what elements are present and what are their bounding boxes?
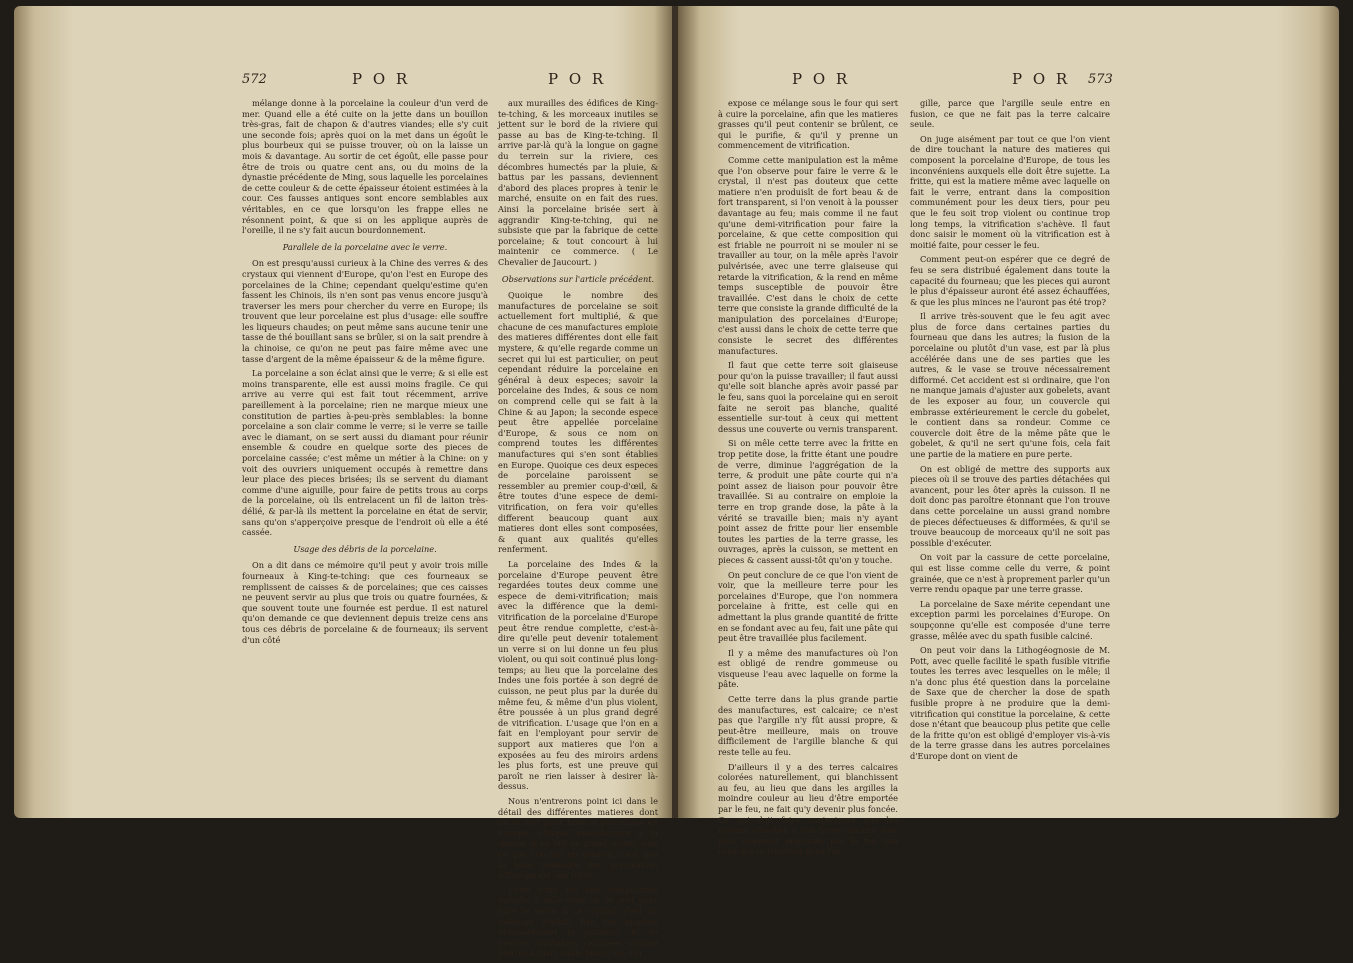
left-page-column-1 <box>242 98 488 649</box>
paragraph: La porcelaine des Indes & la porcelaine d'Europe peuvent être regardées toutes deux comme une espece de demi-vitrification; mais avec la différence que la demi-vitrification de la porcelaine d'Europe peut être rendue complette, c'est-à-dire qu'elle peut devenir totalement un verre si on lui donne un feu plus violent, ou qui soit continué plus long-temps; au lieu que la porcelaine des Indes une fois portée à son degré de cuisson, ne peut plus par la durée du même feu, & même d'un plus violent, être poussée à un plus grand degré de vitrification. L'usage que l'on en a fait en l'employant pour servir de support aux matieres que l'on a exposées au feu des miroirs ardens les plus forts, est une preuve qui paroît ne rien laisser à desirer là-dessus. <box>498 558 658 792</box>
paragraph: aux murailles des édifices de King-te-tching, & les morceaux inutiles se jettent sur le bord de la riviere qui passe au bas de King-te-tching. Il arrive par-là qu'à la longue on gagne du terrein sur la riviere, ces décombres humectés par la pluie, & battus par les passans, deviennent d'abord des places propres à tenir le marché, ensuite on en fait des rues. Ainsi la porcelaine brisée sert à aggrandir King-te-tching, qui ne subsiste que par la fabrique de cette porcelaine; & tout concourt à lui maintenir ce commerce. ( Le Chevalier de Jaucourt. ) <box>498 98 658 267</box>
paragraph: On juge aisément par tout ce que l'on vient de dire touchant la nature des matieres qui composent la porcelaine d'Europe, de tous les inconvéniens auxquels elle doit être sujette. La fritte, qui est la matiere même avec laquelle on fait le verre, entrant dans la composition communément pour les deux tiers, pour peu que le feu soit trop violent ou continue trop long temps, la vitrification s'achève. Il faut donc saisir le moment où la vitrification est à moitié faite, pour cesser le feu. <box>910 133 1110 250</box>
section-heading: Usage des débris de la porcelaine. <box>293 543 437 554</box>
paragraph: On a dit dans ce mémoire qu'il peut y avoir trois mille fourneaux à King-te-tching: que ces fourneaux se remplissent de caisses & de porcelaines; que ces caisses ne peuvent servir au plus que trois ou quatre fournées, & que souvent toute une fournée est perdue. Il est naturel qu'on demande ce que deviennent depuis treize cens ans tous ces débris de porcelaine & de fourneaux; ils servent d'un côté <box>242 560 488 645</box>
right-page <box>678 6 1339 857</box>
paragraph: Cette fritte est une composition pareille à celle dont on se sert pour faire le verre & le crystal: c'est un mélange d'alkali fixe (on emploie ordinairement la potasse), & de pierres vitrifiables calcinées comme pierres à fusil, sable blanc, &c. On <box>498 884 658 959</box>
left-page-column-2 <box>498 98 658 963</box>
paragraph: On voit par la cassure de cette porcelaine, qui est lisse comme celle du verre, & point grainée, que ce n'est à proprement parler qu'un verre rendu opaque par une terre grasse. <box>910 552 1110 595</box>
paragraph: Si on mêle cette terre avec la fritte en trop petite dose, la fritte étant une poudre de verre, diminue l'aggrégation de la terre, & produit une pâte courte qui n'a point assez de liaison pour pouvoir être travaillée. Si au contraire on emploie la terre en trop grande dose, la pâte à la vérité se travaille bien; mais n'y ayant point assez de fritte pour lier ensemble toutes les parties de la terre grasse, les ouvrages, après la cuisson, se mettent en pieces & cassent aussi-tôt qu'on y touche. <box>718 438 898 565</box>
paragraph: Nous n'entrerons point ici dans le détail des différentes matieres dont on se sert pour faire la porcelaine en Europe; chaque manufacture a la sienne, & en fait un grand secret; tout ce que l'on fait en général, c'est que la base ordinaire des porcelaines d'Europe est une fritte. <box>498 796 658 881</box>
book-spread <box>14 6 1339 959</box>
paragraph: On est presqu'aussi curieux à la Chine des verres & des crystaux qui viennent d'Europe, qu'on l'est en Europe des porcelaines de la Chine; cependant quelqu'estime qu'en fassent les Chinois, ils n'en sont pas venus encore jusqu'à traverser les mers pour chercher du verre en Europe; ils trouvent que leur porcelaine est plus d'usage: elle souffre les liqueurs chaudes; on peut même sans aucune tenir une tasse de thé bouillant sans se brûler, si on la sait prendre à la chinoise, ce qu'on ne peut pas faire même avec une tasse d'argent de la même épaisseur & de la même figure. <box>242 258 488 364</box>
paragraph: Quoique le nombre des manufactures de porcelaine se soit actuellement fort multiplié, & que chacune de ces manufactures emploie des matieres différentes dont elle fait mystere, & qu'elle regarde comme un secret qui lui est particulier, on peut cependant réduire la porcelaine en général à deux especes; savoir la porcelaine des Indes, & sous ce nom on comprend celle qui se fait à la Chine & au Japon; la seconde espece peut être appellée porcelaine d'Europe, & sous ce nom on comprend toutes les différentes manufactures qui s'en sont établies en Europe. Quoique ces deux especes de porcelaine paroissent se ressembler au premier coup-d'œil, & être toutes d'une espece de demi-vitrification, on fera voir qu'elles different beaucoup quant aux matieres dont elles sont composées, & quant aux qualités qu'elles renferment. <box>498 290 658 555</box>
paragraph: mélange donne à la porcelaine la couleur d'un verd de mer. Quand elle a été cuite on la jette dans un bouillon très-gras, fait de chapon & d'autres viandes; elle s'y cuit une seconde fois; après quoi on la met dans un égoût le plus bourbeux qui se puisse trouver, où on la laisse un mois & davantage. Au sortir de cet égoût, elle passe pour être de trois ou quatre cent ans, ou du moins de la dynastie précédente de Ming, sous laquelle les porcelaines de cette couleur & de cette épaisseur étoient estimées à la cour. Ces fausses antiques sont encore semblables aux véritables, en ce que lorsqu'on les frappe elles ne résonnent point, & que si on les applique auprès de l'oreille, il ne s'y fait aucun bourdonnement. <box>242 98 488 236</box>
paragraph: expose ce mélange sous le four qui sert à cuire la porcelaine, afin que les matieres grasses qu'il peut contenir se brûlent, ce qui le purifie, & qu'il y prenne un commencement de vitrification. <box>718 98 898 151</box>
section-heading: Parallele de la porcelaine avec le verre. <box>282 241 448 252</box>
paragraph: Il y a même des manufactures où l'on est obligé de rendre gommeuse ou visqueuse l'eau avec laquelle on forme la pâte. <box>718 647 898 690</box>
paragraph: La porcelaine de Saxe mérite cependant une exception parmi les porcelaines d'Europe. On soupçonne qu'elle est composée d'une terre grasse, mêlée avec du spath fusible calciné. <box>910 598 1110 641</box>
paragraph: Comme cette manipulation est la même que l'on observe pour faire le verre & le crystal, il n'est pas douteux que cette matiere n'en produisît de fort beau & de fort transparent, si l'on venoit à la pousser davantage au feu; mais comme il ne faut qu'une demi-vitrification pour faire la porcelaine, & que cette composition qui est friable ne pourroit ni se mouler ni se travailler au tour, on la mêle après l'avoir pulvérisée, avec une terre glaiseuse qui retarde la vitrification, & la rend en même temps susceptible de pouvoir être travaillée. C'est dans le choix de cette terre que consiste la grande difficulté de la manipulation des porcelaines d'Europe; c'est aussi dans le choix de cette terre que consiste le secret des différentes manufactures. <box>718 154 898 356</box>
paragraph: Il arrive très-souvent que le feu agit avec plus de force dans certaines parties du fourneau que dans les autres; la fusion de la porcelaine ou plutôt d'un vase, est par là plus accélérée dans une de ses parties que les autres, & le vase se trouve nécessairement difformé. Cet accident est si ordinaire, que l'on ne manque jamais d'ajuster aux gobelets, avant de les exposer au four, un couvercle qui embrasse extérieurement le cercle du gobelet, le contient dans sa rondeur. Comme ce couvercle doit être de la même pâte que le gobelet, & qu'il ne sert qu'une fois, cela fait une partie de la matiere en pure perte. <box>910 311 1110 459</box>
paragraph: On peut voir dans la Lithogéognosie de M. Pott, avec quelle facilité le spath fusible vitrifie toutes les terres avec lesquelles on le mêle; il n'a donc plus été question dans la porcelaine de Saxe que de chercher la dose de spath fusible propre à ne produire que la demi-vitrification qui constitue la porcelaine, & cette dose n'étant que beaucoup plus petite que celle de la fritte qu'on est obligé d'employer vis-à-vis de la terre grasse dans les autres porcelaines d'Europe dont on vient de <box>910 645 1110 762</box>
paragraph: La porcelaine a son éclat ainsi que le verre; & si elle est moins transparente, elle est aussi moins fragile. Ce qui arrive au verre qui est fait tout récemment, arrive pareillement à la porcelaine; rien ne marque mieux une constitution de parties à-peu-près semblables: la bonne porcelaine a son clair comme le verre; si le verre se taille avec le diamant, on se sert aussi du diamant pour réunir ensemble & coudre en quelque sorte des pieces de porcelaine cassée; c'est même un métier à la Chine: on y voit des ouvriers uniquement occupés à remettre dans leur place des pieces brisées; ils se servent du diamant comme d'une aiguille, pour faire de petits trous au corps de la porcelaine, où ils entrelacent un fil de laiton très-délié, & par-là ils mettent la porcelaine en état de servir, sans qu'on s'apperçoive presque de l'endroit où elle a été cassée. <box>242 368 488 538</box>
page-number-left: 572 <box>242 72 267 87</box>
paragraph: On peut conclure de ce que l'on vient de voir, que la meilleure terre pour les porcelaines d'Europe, que l'on nommera porcelaine à fritte, est celle qui en admettant la plus grande quantité de fritte en se fondant avec au feu, fait une pâte qui peut être travaillée plus facilement. <box>718 569 898 644</box>
left-page <box>14 6 676 959</box>
paragraph: Cette terre dans la plus grande partie des manufactures, est calcaire; ce n'est pas que l'argille n'y fût aussi propre, & peut-être meilleure, mais on trouve difficilement de l'argille blanche & qui reste telle au feu. <box>718 694 898 758</box>
right-page-column-1 <box>718 98 898 861</box>
page-number-right: 573 <box>1088 72 1113 87</box>
running-head-left-2: P O R <box>548 70 607 88</box>
running-head-right-1: P O R <box>792 70 851 88</box>
paragraph: Comment peut-on espérer que ce degré de feu se sera distribué également dans toute la capacité du fourneau; que les pieces qui auront le plus d'épaisseur auront été assez échauffées, & que les plus minces ne l'auront pas été trop? <box>910 254 1110 307</box>
paragraph: Il faut que cette terre soit glaiseuse pour qu'on la puisse travailler; il faut aussi qu'elle soit blanche après avoir passé par le feu, sans quoi la porcelaine qui en seroit faite ne seroit pas blanche, qualité essentielle sur-tout à ceux qui mettent dessus une couverte ou vernis transparent. <box>718 360 898 434</box>
paragraph: D'ailleurs il y a des terres calcaires colorées naturellement, qui blanchissent au feu, au lieu que dans les argilles la moindre couleur au lieu d'être emportée par le feu, ne fait qu'y devenir plus foncée. Ce qui doit faire conjecturer que les métaux attachés à une terre calcaire sont plus aisément emportés par le feu que ceux qui se trouvent dans l'ar- <box>718 761 898 857</box>
section-heading: Observations sur l'article précédent. <box>501 273 655 284</box>
paragraph: On est obligé de mettre des supports aux pieces où il se trouve des parties détachées qui avancent, pour les ôter après la cuisson. Il ne doit donc pas paroître étonnant que l'on trouve dans cette porcelaine un aussi grand nombre de pieces défectueuses & difformées, & qu'il se trouve beaucoup de morceaux qu'il ne soit pas possible d'exécuter. <box>910 463 1110 548</box>
paragraph: gille, parce que l'argille seule entre en fusion, ce que ne fait pas la terre calcaire seule. <box>910 98 1110 130</box>
running-head-right-2: P O R <box>1012 70 1071 88</box>
running-head-left-1: P O R <box>352 70 411 88</box>
right-page-column-2 <box>910 98 1110 766</box>
